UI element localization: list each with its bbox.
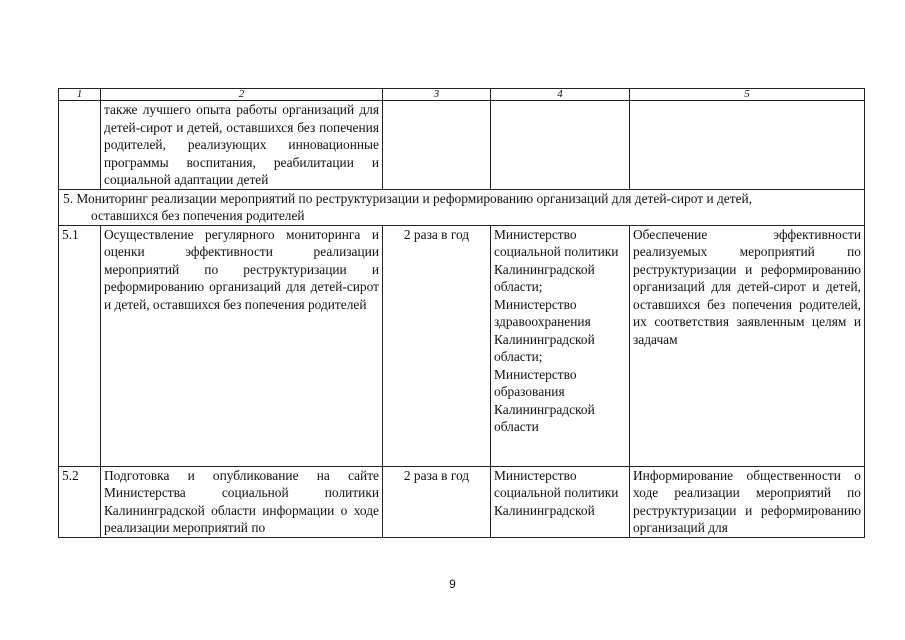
row-5-2-executors: [491, 466, 630, 537]
continuation-row: [59, 101, 865, 190]
section-5-heading-line2: оставшихся без попечения родителей: [91, 208, 305, 223]
section-5-heading-line1: 5. Мониторинг реализации мероприятий по реструктуризации и реформированию организаций для детей-сирот и детей,: [63, 190, 753, 206]
row-5-1-executor-2: Министерство здравоохранения Калининградской области;: [494, 296, 595, 364]
row-5-1-executor-1: Министерство социальной политики Калининградской области;: [494, 226, 619, 294]
continuation-executors-cell: [491, 101, 630, 190]
column-number-1: 1: [59, 89, 101, 101]
table-row-5-2: [59, 466, 865, 537]
measures-table: [58, 88, 865, 538]
row-5-1-period: 2 раза в год: [383, 225, 491, 466]
section-5-heading-row: [59, 189, 865, 225]
column-number-4: 4: [491, 89, 630, 101]
section-5-heading: [59, 189, 865, 225]
row-5-2-result: Информирование общественности о ходе реализации мероприятий по реструктуризации и реформированию организаций для: [630, 466, 865, 537]
continuation-period-cell: [383, 101, 491, 190]
row-5-2-executor-1: Министерство социальной политики Калининградской: [494, 467, 619, 518]
column-number-row: [59, 89, 865, 101]
page-number: 9: [449, 577, 456, 591]
row-5-2-number: 5.2: [59, 466, 101, 537]
column-number-2: 2: [101, 89, 383, 101]
row-5-2-period: 2 раза в год: [383, 466, 491, 537]
row-5-1-result: Обеспечение эффективности реализуемых мероприятий по реструктуризации и реформированию организаций для детей-сирот и детей, оставшихся без попечения родителей, их соответствия заявленным целям и задачам: [630, 225, 865, 466]
row-5-1-number: 5.1: [59, 225, 101, 466]
column-number-5: 5: [630, 89, 865, 101]
continuation-measure-cell: также лучшего опыта работы организаций для детей-сирот и детей, оставшихся без попечения родителей, реализующих инновационные программы воспитания, реабилитации и социальной адаптации детей: [101, 101, 383, 190]
row-5-1-executors: [491, 225, 630, 466]
column-number-3: 3: [383, 89, 491, 101]
row-5-1-measure: Осуществление регулярного мониторинга и оценки эффективности реализации мероприятий по реструктуризации и реформированию организаций для детей-сирот и детей, оставшихся без попечения родителей: [101, 225, 383, 466]
continuation-num-cell: [59, 101, 101, 190]
table-row-5-1: [59, 225, 865, 466]
continuation-result-cell: [630, 101, 865, 190]
row-5-1-executor-3: Министерство образования Калининградской области: [494, 366, 595, 434]
row-5-2-measure: Подготовка и опубликование на сайте Министерства социальной политики Калининградской области информации о ходе реализации мероприятий по: [101, 466, 383, 537]
